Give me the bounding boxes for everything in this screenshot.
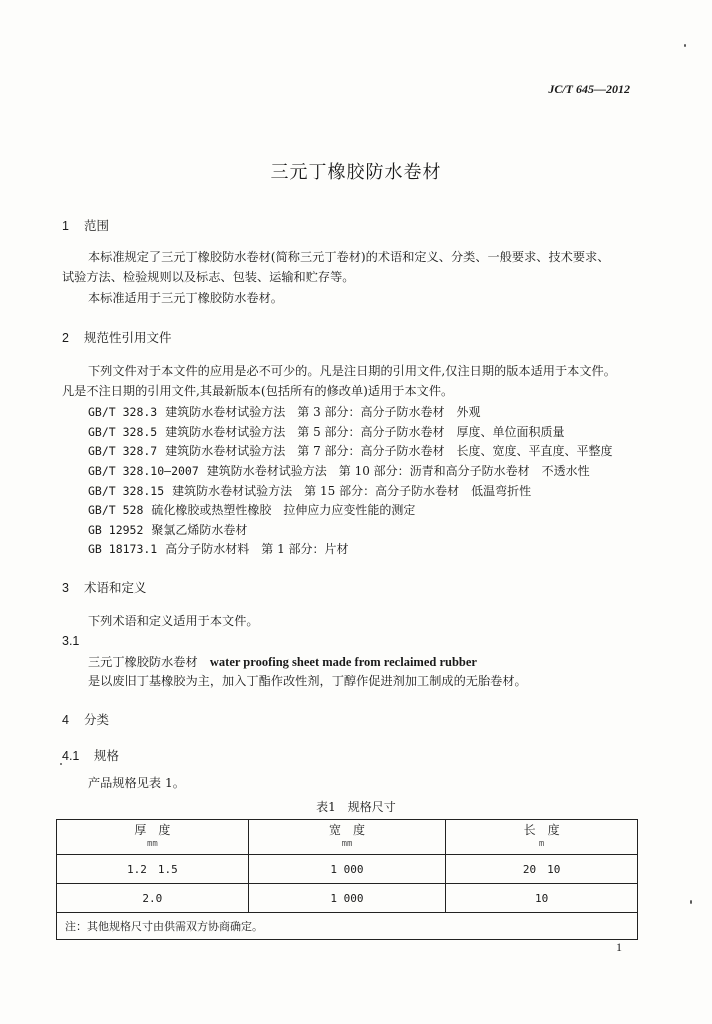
reference-code: GB/T 328.3 [88,405,158,419]
table-cell: 1.2 1.5 [57,855,249,884]
specification-table [56,819,638,940]
reference-item [88,521,247,538]
table-cell: 10 [446,884,638,913]
term-definition: 是以废旧丁基橡胶为主，加入丁酯作改性剂，丁醇作促进剂加工制成的无胎卷材。 [88,674,527,688]
reference-title: 建筑防水卷材试验方法 第 10 部分：沥青和高分子防水卷材 不透水性 [206,464,590,478]
table-row [57,884,638,913]
scope-paragraph-line-1: 本标准规定了三元丁橡胶防水卷材(简称三元丁卷材)的术语和定义、分类、一般要求、技术要求、 [88,250,610,264]
subsection-4-1-heading [62,746,119,764]
table-caption: 表1 规格尺寸 [316,800,396,814]
table-header-row [57,820,638,855]
reference-item [88,403,481,420]
table-cell: 1 000 [248,855,446,884]
section-1-heading [62,216,109,234]
reference-code: GB 18173.1 [88,542,158,556]
section-4-heading [62,710,109,728]
section-number: 2 [62,331,69,345]
reference-title: 聚氯乙烯防水卷材 [151,523,248,537]
header-unit: mm [341,839,353,849]
scan-speck [60,763,62,765]
table-note-row [57,913,638,940]
scan-speck [684,44,686,47]
reference-code: GB/T 328.10—2007 [88,464,199,478]
reference-item [88,482,531,499]
reference-code: GB/T 328.5 [88,425,158,439]
reference-code: GB/T 528 [88,503,144,517]
references-intro-line-1: 下列文件对于本文件的应用是必不可少的。凡是注日期的引用文件,仅注日期的版本适用于本文件。 [88,364,616,378]
subsection-number: 4.1 [62,749,80,763]
term-number: 3.1 [62,634,80,648]
reference-title: 建筑防水卷材试验方法 第 3 部分：高分子防水卷材 外观 [165,405,481,419]
page-number: 1 [616,940,622,954]
reference-title: 硫化橡胶或热塑性橡胶 拉伸应力应变性能的测定 [151,503,416,517]
column-header-length [446,820,638,855]
term-chinese: 三元丁橡胶防水卷材 [88,655,198,669]
specification-reference-text: 产品规格见表 1。 [88,776,185,790]
table-cell: 20 10 [446,855,638,884]
scan-speck [690,900,692,904]
reference-code: GB/T 328.7 [88,444,158,458]
reference-title: 建筑防水卷材试验方法 第 5 部分：高分子防水卷材 厚度、单位面积质量 [165,425,565,439]
section-number: 4 [62,713,69,727]
section-title: 术语和定义 [84,580,147,595]
table-cell: 2.0 [57,884,249,913]
terms-intro: 下列术语和定义适用于本文件。 [88,614,259,628]
term-english: water proofing sheet made from reclaimed rubber [209,655,477,669]
document-title: 三元丁橡胶防水卷材 [270,162,442,183]
references-intro-line-2: 凡是不注日期的引用文件,其最新版本(包括所有的修改单)适用于本文件。 [62,384,454,398]
section-number: 1 [62,219,69,233]
reference-item [88,462,590,479]
table-cell: 1 000 [248,884,446,913]
subsection-title: 规格 [94,748,120,763]
header-label: 宽 度 [328,823,365,837]
table-note: 注：其他规格尺寸由供需双方协商确定。 [57,913,638,940]
header-unit: mm [146,839,158,849]
column-header-width [248,820,446,855]
section-2-heading [62,328,172,346]
reference-item [88,540,349,557]
reference-item [88,423,565,440]
section-title: 规范性引用文件 [84,330,172,345]
standard-code: JC/T 645—2012 [548,82,630,96]
scope-paragraph-2: 本标准适用于三元丁橡胶防水卷材。 [88,291,283,305]
reference-code: GB/T 328.15 [88,484,165,498]
header-label: 长 度 [523,823,560,837]
reference-title: 建筑防水卷材试验方法 第 15 部分：高分子防水卷材 低温弯折性 [172,484,532,498]
reference-item [88,442,613,459]
reference-title: 高分子防水材料 第 1 部分：片材 [165,542,349,556]
column-header-thickness [57,820,249,855]
term-entry [88,653,477,672]
section-title: 范围 [84,218,110,233]
section-number: 3 [62,581,69,595]
table-row [57,855,638,884]
section-3-heading [62,578,147,596]
reference-title: 建筑防水卷材试验方法 第 7 部分：高分子防水卷材 长度、宽度、平直度、平整度 [165,444,613,458]
scope-paragraph-line-2: 试验方法、检验规则以及标志、包装、运输和贮存等。 [62,270,355,284]
header-label: 厚 度 [134,823,171,837]
header-unit: m [538,839,545,849]
reference-item [88,501,415,518]
reference-code: GB 12952 [88,523,144,537]
section-title: 分类 [84,712,110,727]
